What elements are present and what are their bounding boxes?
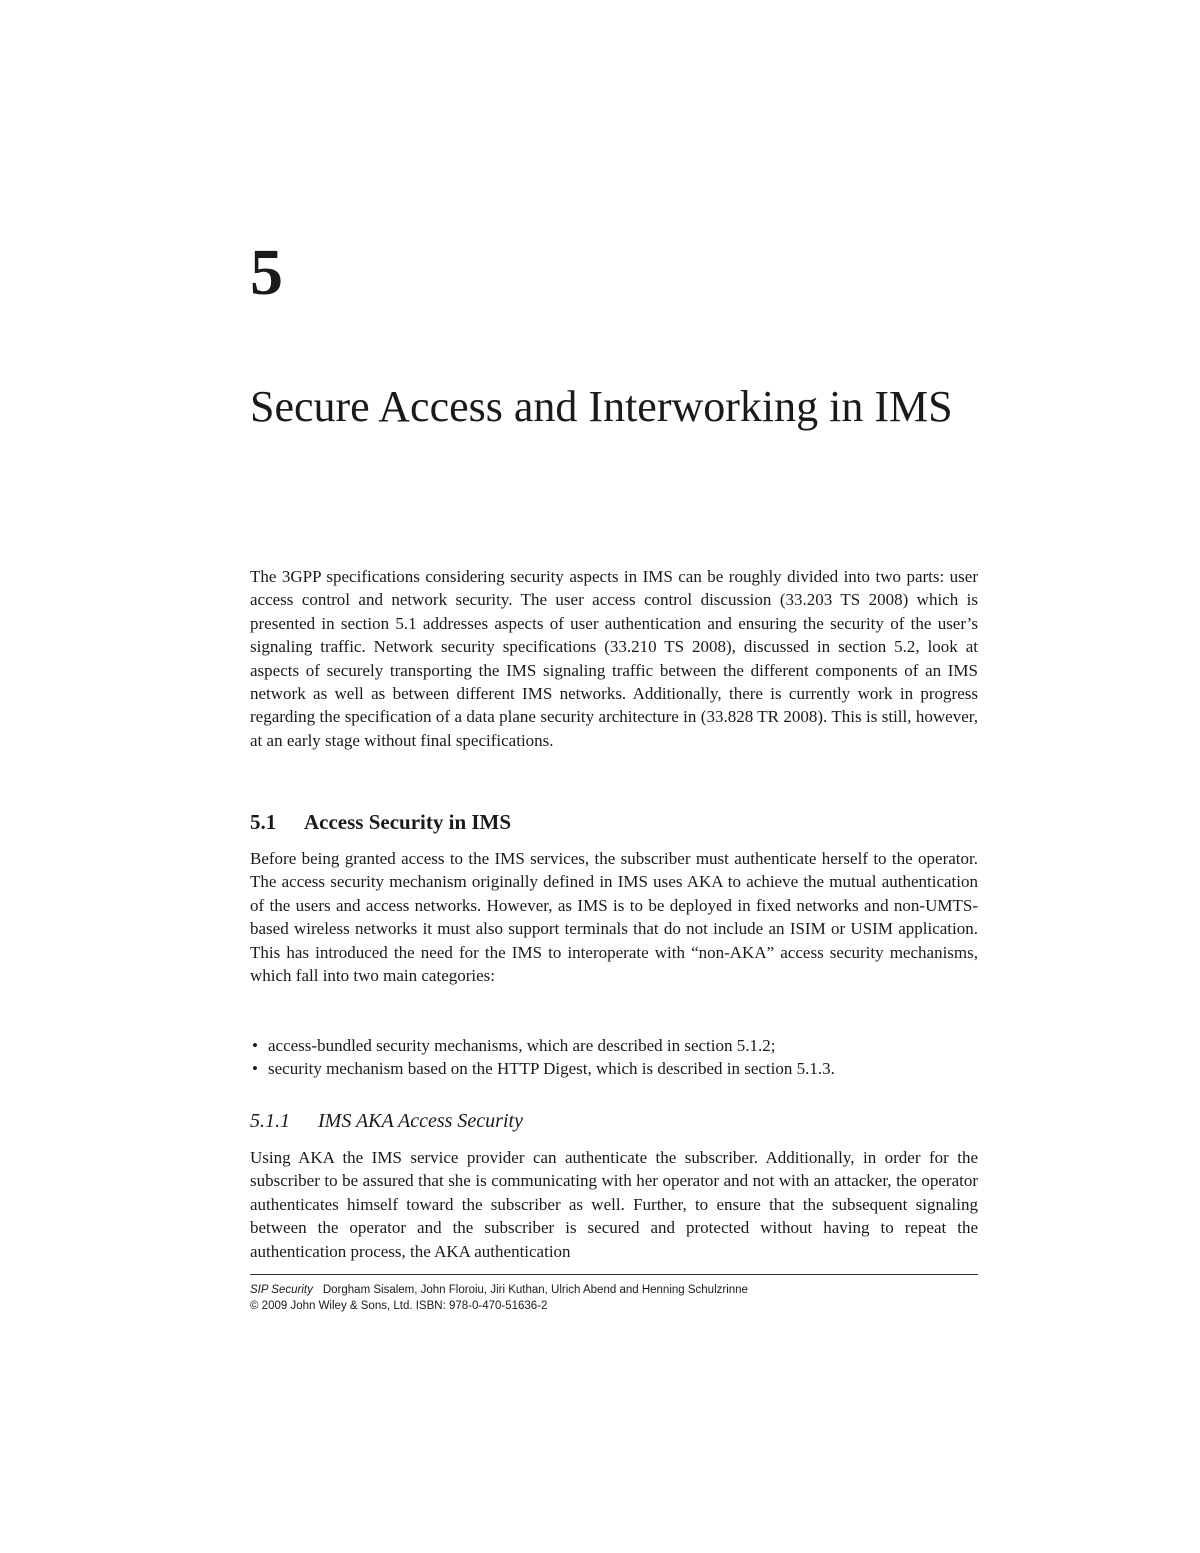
section-heading — [250, 808, 511, 836]
section-title: Access Security in IMS — [304, 810, 512, 834]
subsection-number: 5.1.1 — [250, 1110, 290, 1132]
chapter-number: 5 — [250, 236, 283, 309]
subsection-paragraph: Using AKA the IMS service provider can authenticate the subscriber. Additionally, in order for the subscriber to be assured that she is communicating with her operator and not with an attacker, the operator authenticates himself toward the subscriber as well. Further, to ensure that the subsequent signaling between the operator and the subscriber is secured and protected without having to repeat the authentication process, the AKA authentication — [250, 1148, 978, 1261]
copyright-line: © 2009 John Wiley & Sons, Ltd. ISBN: 978-0-470-51636-2 — [250, 1300, 548, 1312]
footnote — [250, 1282, 978, 1314]
list-item — [250, 1034, 978, 1057]
bullet-icon: • — [252, 1036, 258, 1055]
section-number: 5.1 — [250, 810, 277, 834]
intro-paragraph: The 3GPP specifications considering security aspects in IMS can be roughly divided into two parts: user access control and network security. The user access control discussion (33.203 TS 2008) which is presented in section 5.1 addresses aspects of user authentication and ensuring the security of the user’s signaling traffic. Network security specifications (33.210 TS 2008), discussed in section 5.2, look at aspects of securely transporting the IMS signaling traffic between the different components of an IMS network as well as between different IMS networks. Additionally, there is currently work in progress regarding the specification of a data plane security architecture in (33.828 TR 2008). This is still, however, at an early stage without final specifications. — [250, 567, 978, 750]
list-item-text: security mechanism based on the HTTP Digest, which is described in section 5.1.3. — [268, 1059, 835, 1079]
bullet-list — [250, 1034, 978, 1081]
book-page — [250, 0, 978, 1553]
chapter-title: Secure Access and Interworking in IMS — [250, 382, 953, 431]
book-authors: Dorgham Sisalem, John Floroiu, Jiri Kuthan, Ulrich Abend and Henning Schulzrinne — [322, 1284, 748, 1296]
subsection-heading — [250, 1107, 523, 1135]
footnote-citation-line — [250, 1282, 978, 1298]
book-title: SIP Security — [250, 1284, 313, 1296]
list-item-text: access-bundled security mechanisms, which are described in section 5.1.2; — [268, 1036, 776, 1055]
subsection-title: IMS AKA Access Security — [318, 1110, 523, 1132]
list-item — [250, 1057, 978, 1080]
section-paragraph: Before being granted access to the IMS services, the subscriber must authenticate herself to the operator. The access security mechanism originally defined in IMS uses AKA to achieve the mutual authentication of the users and access networks. However, as IMS is to be deployed in fixed networks and non-UMTS-based wireless networks it must also support terminals that do not include an ISIM or USIM application. This has introduced the need for the IMS to interoperate with “non-AKA” access security mechanisms, which fall into two main categories: — [250, 849, 978, 986]
footnote-divider — [250, 1274, 978, 1275]
bullet-icon: • — [252, 1059, 258, 1079]
